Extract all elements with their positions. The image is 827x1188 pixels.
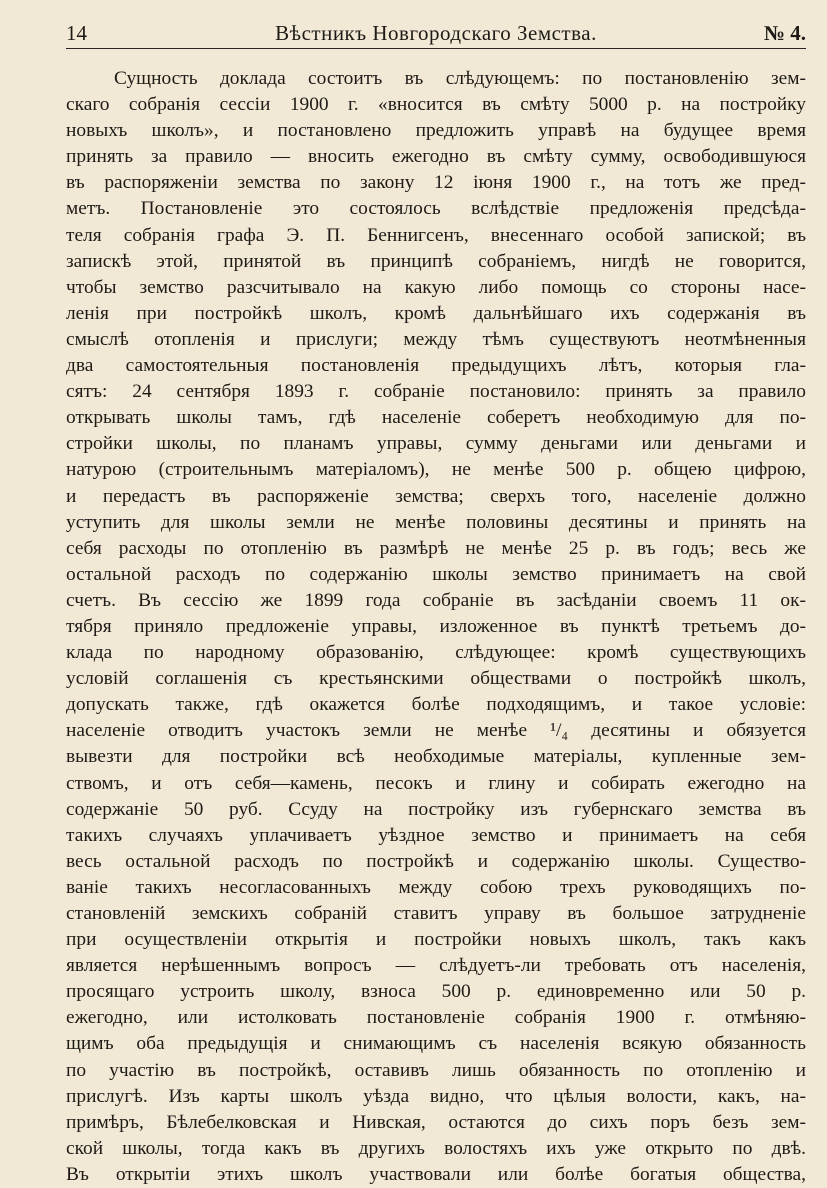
text-line: уступить для школы земли не менѣе половины десятины и принять на [66, 511, 806, 533]
text-line: по участію въ постройкѣ, оставивъ лишь обязанность по отопленію и [66, 1059, 806, 1081]
text-line: стройки школы, по планамъ управы, сумму деньгами или деньгами и [66, 433, 806, 455]
page-header [66, 20, 806, 48]
header-rule [66, 48, 806, 49]
text-line: запискѣ этой, принятой въ принципѣ собраніемъ, нигдѣ не говорится, [66, 250, 806, 272]
text-line: два самостоятельныя постановленія предыдущихъ лѣтъ, которыя гла- [66, 355, 806, 377]
text-line: весь остальной расходъ по постройкѣ и содержанію школы. Существо- [66, 850, 806, 872]
text-line: содержаніе 50 руб. Ссуду на постройку изъ губернскаго земства въ [66, 798, 806, 820]
text-line: при осуществленіи открытія и постройки новыхъ школъ, такъ какъ [66, 929, 806, 951]
text-line: становленій земскихъ собраній ставитъ управу въ большое затрудненіе [66, 903, 806, 924]
text-line: условій соглашенія съ крестьянскими обществами о постройкѣ школъ, [66, 668, 806, 690]
text-line: вывезти для постройки всѣ необходимые матеріалы, купленные зем- [66, 746, 806, 768]
text-line: себя расходы по отопленію въ размѣрѣ не менѣе 25 р. въ годъ; весь же [66, 537, 806, 559]
text-line: ской школы, тогда какъ въ другихъ волостяхъ ихъ уже открыто по двѣ. [66, 1137, 806, 1159]
text-line: счетъ. Въ сессію же 1899 года собраніе въ засѣданіи своемъ 11 ок- [66, 589, 806, 611]
text-line: остальной расходъ по содержанію школы земство принимаетъ на свой [66, 563, 806, 585]
text-line: населеніе отводитъ участокъ земли не менѣе ¹/₄ десятины и обязуется [66, 720, 806, 742]
text-line: щимъ оба предыдущія и снимающимъ съ населенія всякую обязанность [66, 1033, 806, 1055]
text-line: чтобы земство разсчитывало на какую либо помощь со стороны насе- [66, 276, 806, 298]
text-line: просящаго устроить школу, взноса 500 р. единовременно или 50 р. [66, 981, 806, 1003]
text-line: новыхъ школъ», и постановлено предложить управѣ на будущее время [66, 120, 806, 142]
text-line: является нерѣшеннымъ вопросъ — слѣдуетъ-ли требовать отъ населенія, [66, 955, 806, 977]
page-number: 14 [66, 21, 87, 45]
text-line: ежегодно, или истолковать постановленіе собранія 1900 г. отмѣняю- [66, 1007, 806, 1029]
text-line: метъ. Постановленіе это состоялось вслѣдствіе предложенія предсѣда- [66, 198, 806, 220]
text-line: открывать школы тамъ, гдѣ населеніе соберетъ необходимую для по- [66, 407, 806, 429]
text-line: ствомъ, и отъ себя—камень, песокъ и глину и собирать ежегодно на [66, 772, 806, 794]
text-line: примѣръ, Бѣлебелковская и Нивская, остаются до сихъ поръ безъ зем- [66, 1111, 806, 1133]
text-line: скаго собранія сессіи 1900 г. «вносится въ смѣту 5000 р. на постройку [66, 94, 806, 116]
text-line: ваніе такихъ несогласованныхъ между собою трехъ руководящихъ по- [66, 876, 806, 898]
text-line: принять за правило — вносить ежегодно въ смѣту сумму, освободившуюся [66, 146, 806, 168]
issue-number: № 4. [763, 21, 806, 45]
text-line: такихъ случаяхъ уплачиваетъ уѣздное земство и принимаетъ на себя [66, 824, 806, 846]
text-line: клада по народному образованію, слѣдующее: кромѣ существующихъ [66, 642, 806, 664]
text-line: тября приняло предложеніе управы, изложенное въ пунктѣ третьемъ до- [66, 615, 806, 637]
text-line: допускать также, гдѣ окажется болѣе подходящимъ, и такое условіе: [66, 694, 806, 716]
text-line: смыслѣ отопленія и прислуги; между тѣмъ существуютъ неотмѣненныя [66, 328, 806, 350]
text-line: и передастъ въ распоряженіе земства; сверхъ того, населеніе должно [66, 485, 806, 507]
text-line: прислугѣ. Изъ карты школъ уѣзда видно, что цѣлыя волости, какъ, на- [66, 1085, 806, 1107]
text-line: сятъ: 24 сентября 1893 г. собраніе постановило: принять за правило [66, 381, 806, 403]
text-line: въ распоряженіи земства по закону 12 іюня 1900 г., на тотъ же пред- [66, 172, 806, 194]
text-line: натурою (строительнымъ матеріаломъ), не менѣе 500 р. общею цифрою, [66, 459, 806, 481]
journal-title: Вѣстникъ Новгородскаго Земства. [275, 21, 597, 45]
text-line: ленія при постройкѣ школъ, кромѣ дальнѣйшаго ихъ содержанія въ [66, 302, 806, 324]
body-text [66, 66, 806, 1188]
text-line: Сущность доклада состоитъ въ слѣдующемъ: по постановленію зем- [114, 68, 806, 89]
text-line: Въ открытіи этихъ школъ участвовали или болѣе богатыя общества, [66, 1163, 806, 1185]
text-line: теля собранія графа Э. П. Беннигсенъ, внесеннаго особой запиской; въ [66, 224, 806, 246]
